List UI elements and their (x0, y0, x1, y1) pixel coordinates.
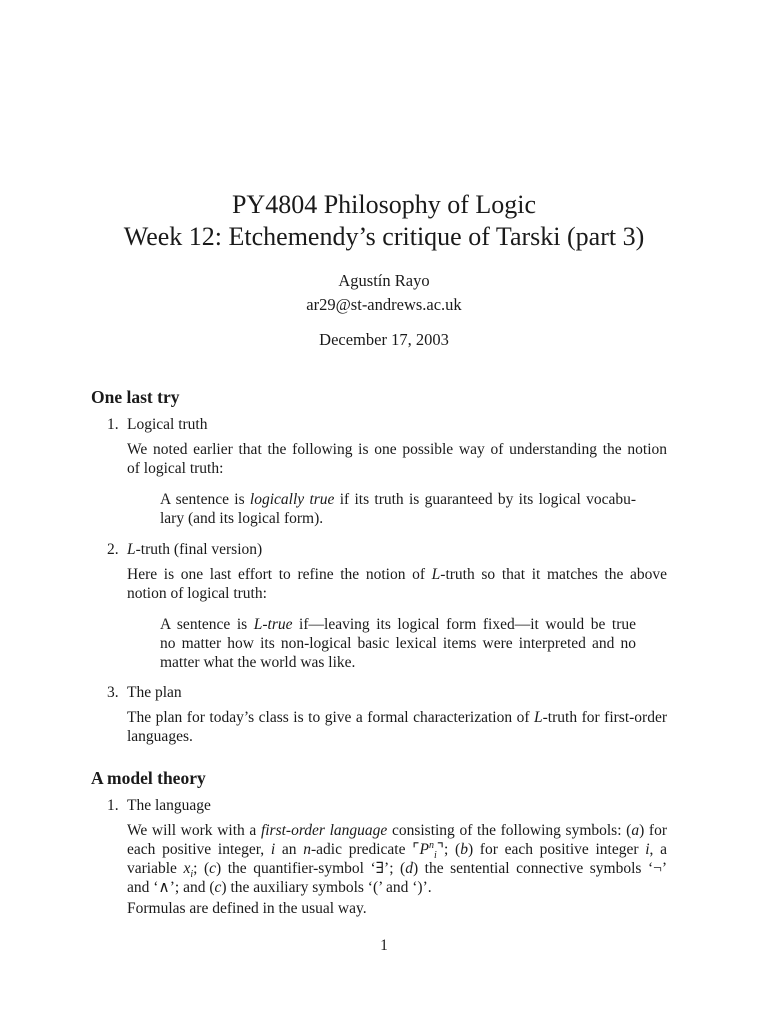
quote-line: lary (and its logical form). (160, 510, 324, 527)
list-item-the-language (107, 796, 211, 816)
list-item-number: 1. (107, 416, 119, 433)
section-heading-model-theory: A model theory (91, 768, 206, 788)
paragraph-line: We noted earlier that the following is one possible way of understanding the notion (127, 441, 667, 458)
paragraph-line: We will work with a first-order language consisting of the following symbols: (a) for (127, 822, 667, 839)
paragraph-line: notion of logical truth: (127, 585, 267, 602)
author-name: Agustín Rayo (338, 271, 430, 290)
list-item-number: 1. (107, 797, 119, 814)
list-item-the-plan (107, 683, 182, 703)
paragraph-line: and ‘∧’; and (c) the auxiliary symbols ‘(’ and ‘)’. (127, 879, 432, 896)
definition-logically-true (160, 490, 636, 528)
definition-l-true (160, 615, 636, 672)
list-item-number: 3. (107, 684, 119, 701)
quote-line: A sentence is L-true if—leaving its logical form fixed—it would be true (160, 616, 636, 633)
paragraph-line: each positive integer, i an n-adic predicate $⌜P^n_i⌝$; (b) for each positive integer i, a (127, 839, 668, 862)
list-item-title: The plan (127, 684, 182, 701)
paragraph-l-truth (127, 565, 667, 603)
emphasis-term: first-order language (260, 822, 388, 839)
paragraph-line: variable $x_i$; (c) the quantifier-symbol ‘∃’; (d) the sentential connective symbols ‘¬’ (127, 860, 668, 881)
list-item-l-truth (107, 540, 262, 560)
paragraph-line: Here is one last effort to refine the notion of L-truth so that it matches the above (127, 566, 668, 583)
quote-line: no matter how its non-logical basic lexical items were interpreted and no (160, 635, 636, 652)
section-heading-one-last-try: One last try (91, 387, 180, 407)
paragraph-line: of logical truth: (127, 460, 224, 477)
document-title-line1: PY4804 Philosophy of Logic (231, 190, 537, 219)
document-date: December 17, 2003 (319, 330, 449, 349)
page-number: 1 (380, 937, 388, 954)
paragraph-logical-truth (127, 440, 667, 478)
list-item-logical-truth (107, 415, 208, 435)
paragraph-line: Formulas are defined in the usual way. (127, 900, 367, 917)
paragraph-formulas (127, 899, 667, 918)
list-item-title: Logical truth (127, 416, 208, 433)
paragraph-the-plan (127, 708, 667, 746)
quote-line: A sentence is logically true if its truth is guaranteed by its logical vocabu- (160, 491, 636, 508)
document-title-line2: Week 12: Etchemendy’s critique of Tarski (part 3) (123, 222, 645, 251)
paragraph-the-language (127, 821, 667, 897)
quote-line: matter what the world was like. (160, 654, 356, 671)
emphasis-term: L-true (253, 616, 293, 633)
paragraph-line: languages. (127, 728, 193, 745)
emphasis-term: logically true (249, 491, 335, 508)
list-item-title: The language (127, 797, 211, 814)
list-item-number: 2. (107, 541, 119, 558)
list-item-title-em: L (127, 541, 136, 558)
list-item-title: -truth (final version) (135, 541, 263, 558)
author-email: ar29@st-andrews.ac.uk (306, 295, 462, 314)
paragraph-line: The plan for today’s class is to give a formal characterization of L-truth for first-order (127, 709, 668, 726)
